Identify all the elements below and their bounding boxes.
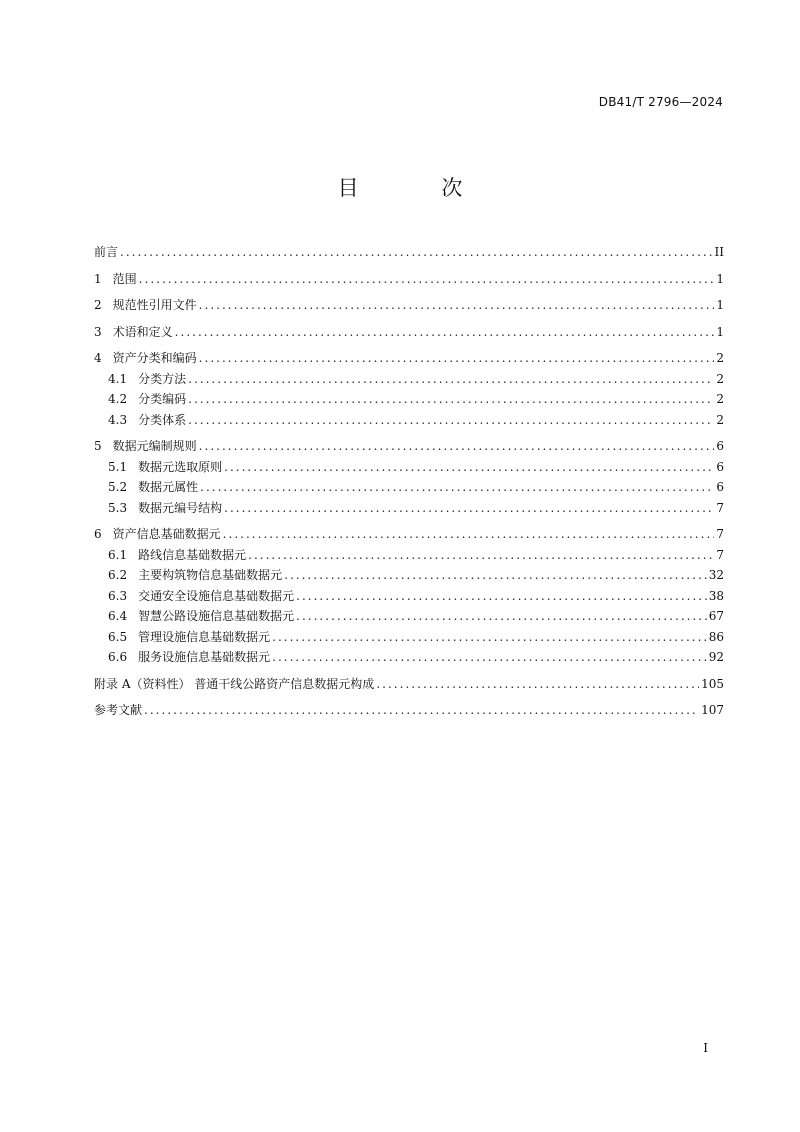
toc-entry-number: 6.1 xyxy=(108,547,128,562)
toc-entry-page: II xyxy=(714,245,724,259)
toc-entry[interactable] xyxy=(94,648,724,669)
toc-entry[interactable] xyxy=(94,270,724,291)
toc-entry-page: 105 xyxy=(701,676,724,691)
toc-entry-label: 分类体系 xyxy=(138,412,187,427)
toc-entry[interactable] xyxy=(94,370,724,391)
toc-entry[interactable] xyxy=(94,458,724,479)
toc-leader-dots xyxy=(248,548,714,562)
toc-entry-number: 4.2 xyxy=(108,392,128,406)
document-code: DB41/T 2796—2024 xyxy=(598,95,723,109)
toc-entry-page: 6 xyxy=(716,459,724,474)
toc-entry-label: 数据元选取原则 xyxy=(138,459,223,474)
toc-entry-number: 1 xyxy=(94,271,102,286)
page-title: 目 次 xyxy=(337,176,501,200)
toc-entry[interactable] xyxy=(94,675,724,696)
toc-leader-dots xyxy=(120,245,713,259)
toc-leader-dots xyxy=(296,609,707,623)
toc-entry-page: 1 xyxy=(716,271,724,286)
toc-entry[interactable] xyxy=(94,701,724,722)
toc-leader-dots xyxy=(144,703,699,717)
toc-entry-label: 管理设施信息基础数据元 xyxy=(138,629,271,644)
toc-leader-dots xyxy=(296,589,707,603)
toc-entry-label: 资产信息基础数据元 xyxy=(112,527,221,541)
toc-entry-page: 7 xyxy=(716,500,724,515)
toc-entry[interactable] xyxy=(94,349,724,370)
toc-leader-dots xyxy=(284,568,707,582)
toc-entry-number: 6.2 xyxy=(108,568,128,582)
toc-entry-page: 7 xyxy=(716,527,724,541)
toc-entry-number: 6.6 xyxy=(108,650,128,664)
toc-entry[interactable] xyxy=(94,587,724,608)
toc-entry-page: 38 xyxy=(708,588,724,603)
toc-leader-dots xyxy=(188,413,714,427)
toc-entry-label: 分类编码 xyxy=(138,392,187,406)
toc-entry-number: 5.3 xyxy=(108,500,128,515)
toc-leader-dots xyxy=(200,480,714,494)
toc-entry-label: 智慧公路设施信息基础数据元 xyxy=(138,609,295,623)
toc-entry[interactable] xyxy=(94,390,724,411)
toc-leader-dots xyxy=(272,630,707,644)
toc-leader-dots xyxy=(224,501,714,515)
toc-entry-label: 交通安全设施信息基础数据元 xyxy=(138,588,295,603)
toc-leader-dots xyxy=(223,527,715,541)
toc-entry[interactable] xyxy=(94,566,724,587)
page-number: I xyxy=(703,1041,708,1055)
toc-entry-page: 2 xyxy=(716,412,724,427)
toc-entry-label: 资产分类和编码 xyxy=(112,351,197,365)
toc-entry[interactable] xyxy=(94,411,724,432)
toc-entry[interactable] xyxy=(94,628,724,649)
toc-entry-page: 6 xyxy=(716,439,724,453)
toc-entry[interactable] xyxy=(94,437,724,458)
toc-leader-dots xyxy=(175,325,715,339)
toc-leader-dots xyxy=(188,372,714,386)
toc-entry-number: 6 xyxy=(94,527,102,541)
toc-entry-number: 3 xyxy=(94,324,102,339)
toc-entry-number: 5.1 xyxy=(108,459,128,474)
toc-entry-page: 107 xyxy=(701,703,724,717)
toc-leader-dots xyxy=(199,351,715,365)
toc-entry-label: 数据元编号结构 xyxy=(138,500,223,515)
toc-entry-label: 前言 xyxy=(94,245,119,259)
toc-entry-label: 术语和定义 xyxy=(112,324,173,339)
toc-entry[interactable] xyxy=(94,478,724,499)
toc-entry[interactable] xyxy=(94,296,724,317)
toc-entry[interactable] xyxy=(94,607,724,628)
toc-entry-number: 4.3 xyxy=(108,412,128,427)
toc-entry[interactable] xyxy=(94,323,724,344)
toc-entry-page: 67 xyxy=(708,609,724,623)
toc-entry-number: 5.2 xyxy=(108,480,128,494)
toc-entry-label: 附录 A（资料性） 普通干线公路资产信息数据元构成 xyxy=(94,676,375,691)
toc-leader-dots xyxy=(199,298,715,312)
table-of-contents xyxy=(94,243,724,722)
toc-entry-number: 6.3 xyxy=(108,588,128,603)
toc-entry-page: 32 xyxy=(708,568,724,582)
toc-entry-label: 主要构筑物信息基础数据元 xyxy=(138,568,283,582)
toc-entry-page: 6 xyxy=(716,480,724,494)
toc-entry-label: 路线信息基础数据元 xyxy=(138,547,247,562)
toc-entry-label: 数据元属性 xyxy=(138,480,199,494)
toc-leader-dots xyxy=(272,650,707,664)
toc-entry-number: 5 xyxy=(94,439,102,453)
toc-leader-dots xyxy=(376,677,699,691)
toc-entry-page: 2 xyxy=(716,392,724,406)
toc-entry-label: 规范性引用文件 xyxy=(112,298,197,312)
toc-entry[interactable] xyxy=(94,499,724,520)
toc-entry-label: 服务设施信息基础数据元 xyxy=(138,650,271,664)
toc-leader-dots xyxy=(224,460,714,474)
toc-entry-page: 86 xyxy=(708,629,724,644)
toc-leader-dots xyxy=(199,439,715,453)
toc-leader-dots xyxy=(188,392,714,406)
toc-entry-page: 92 xyxy=(708,650,724,664)
toc-entry-number: 6.4 xyxy=(108,609,128,623)
toc-entry[interactable] xyxy=(94,546,724,567)
toc-entry-label: 范围 xyxy=(112,271,137,286)
toc-entry[interactable] xyxy=(94,243,724,264)
toc-entry-number: 4.1 xyxy=(108,371,128,386)
toc-entry-label: 参考文献 xyxy=(94,703,143,717)
toc-entry-page: 7 xyxy=(716,547,724,562)
toc-entry-number: 6.5 xyxy=(108,629,128,644)
toc-leader-dots xyxy=(139,272,715,286)
toc-entry-page: 2 xyxy=(716,371,724,386)
toc-entry-number: 2 xyxy=(94,298,102,312)
toc-entry-number: 4 xyxy=(94,351,102,365)
toc-entry-page: 2 xyxy=(716,351,724,365)
toc-entry[interactable] xyxy=(94,525,724,546)
toc-entry-page: 1 xyxy=(716,324,724,339)
toc-entry-label: 分类方法 xyxy=(138,371,187,386)
toc-entry-label: 数据元编制规则 xyxy=(112,439,197,453)
toc-entry-page: 1 xyxy=(716,298,724,312)
